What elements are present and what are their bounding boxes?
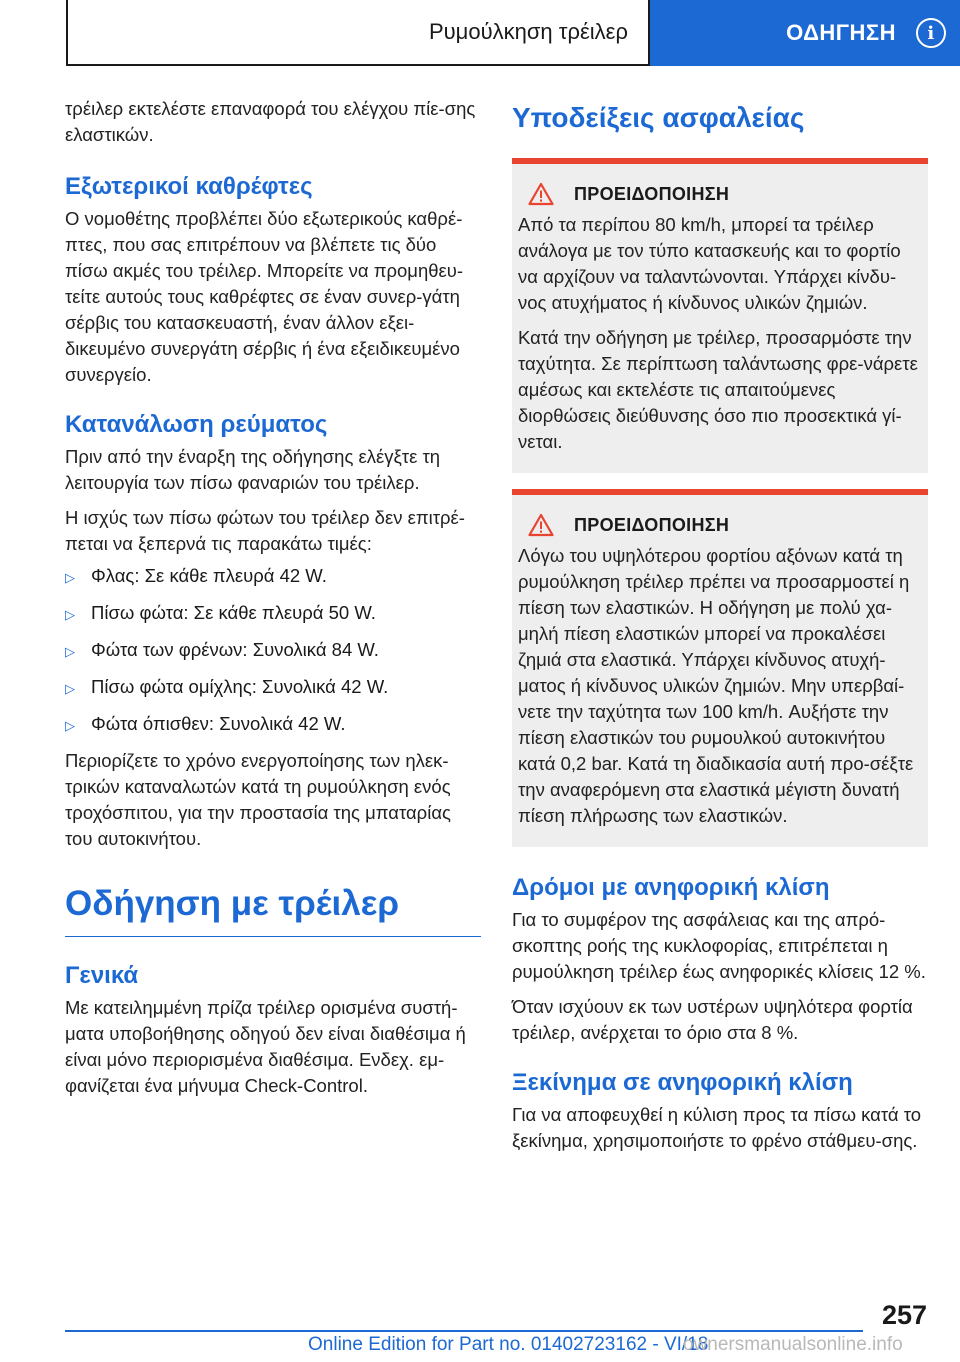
warning-triangle-icon (528, 513, 554, 537)
warning-text-2: Κατά την οδήγηση με τρέιλερ, προσαρμόστε την ταχύτητα. Σε περίπτωση ταλάντωσης φρε-νάρετε αμέσως και εκτελέστε τις απαιτούμενες διορθώσεις διεύθυνσης όσο πιο προσεκτικά γί-νεται. (518, 327, 918, 452)
warning-header (512, 513, 928, 537)
watermark-text: ownersmanualsonline.info (683, 1334, 903, 1355)
triangle-bullet-icon: ▷ (65, 718, 75, 733)
right-column (512, 96, 928, 1154)
power-text-1: Πριν από την έναρξη της οδήγησης ελέγξτε τη λειτουργία των πίσω φαναριών του τρέιλερ. (65, 446, 441, 493)
uphill-text-1: Για το συμφέρον της ασφάλειας και της απρό-σκοπτης ροής της κυκλοφορίας, επιτρέπεται η ρυμούλκηση τρέιλερ έως ανηφορικές κλίσεις 12 %. (512, 909, 926, 982)
warning-header (512, 182, 928, 206)
list-item: ▷ Πίσω φώτα: Σε κάθε πλευρά 50 W. (65, 600, 481, 628)
intro-text: τρέιλερ εκτελέστε επαναφορά του ελέγχου πίε-σης ελαστικών. (65, 98, 476, 145)
left-column (65, 96, 481, 1099)
uphill-text-2: Όταν ισχύουν εκ των υστέρων υψηλότερα φορτία τρέιλερ, ανέρχεται το όριο στα 8 %. (512, 996, 913, 1043)
list-item: ▷ Φώτα των φρένων: Συνολικά 84 W. (65, 637, 481, 665)
triangle-bullet-icon: ▷ (65, 570, 75, 585)
warning-text: Λόγω του υψηλότερου φορτίου αξόνων κατά τη ρυμούλκηση τρέιλερ πρέπει να προσαρμοστεί η πίεση των ελαστικών. Η οδήγηση με πολύ χα-μηλή πίεση ελαστικών μπορεί να προκαλέσει ζημιά στα ελαστικά. Υπάρχει κίνδυνος ατυχή-ματος ή κίνδυνος υλικών ζημιών. Μην υπερβαί-νετε την ταχύτητα των 100 km/h. Αυξήστε την πίεση ελαστικών του ρυμουλκού αυτοκινήτου κατά 0,2 bar. Κατά τη διαδικασία αυτή προ-σέξτε την αναφερόμενη στα ελαστικά μέγιστη δυνατή πίεση πλήρωσης των ελαστικών. (518, 545, 914, 826)
start-heading: Ξεκίνημα σε ανηφορική κλίση (512, 1069, 853, 1096)
page-header (66, 0, 960, 66)
edition-text: Online Edition for Part no. 01402723162 - VI/18 (308, 1334, 709, 1355)
triangle-bullet-icon: ▷ (65, 607, 75, 622)
mirrors-text: Ο νομοθέτης προβλέπει δύο εξωτερικούς καθρέ-πτες, που σας επιτρέπουν να βλέπετε τις δύο πίσω ακμές του τρέιλερ. Μπορείτε να προμηθευ-τείτε αυτούς τους καθρέφτες σε έναν συνερ-γάτη σέρβις του κατασκευαστή, έναν άλλον εξει-δικευμένο συνεργάτη σέρβις ή ένα εξειδικευμένο συνεργείο. (65, 208, 464, 385)
triangle-bullet-icon: ▷ (65, 644, 75, 659)
mirrors-heading: Εξωτερικοί καθρέφτες (65, 173, 313, 200)
warning-label: ΠΡΟΕΙΔΟΠΟΙΗΣΗ (574, 514, 730, 535)
section-title: Ρυμούλκηση τρέιλερ (428, 19, 628, 44)
list-item: ▷ Φλας: Σε κάθε πλευρά 42 W. (65, 563, 481, 591)
power-text-3: Περιορίζετε το χρόνο ενεργοποίησης των ηλεκ-τρικών καταναλωτών κατά τη ρυμούλκηση ενός τροχόσπιτου, για την προστασία της μπαταρίας του αυτοκινήτου. (65, 750, 451, 849)
triangle-bullet-icon: ▷ (65, 681, 75, 696)
info-icon: i (916, 18, 946, 48)
warning-box (512, 489, 928, 847)
general-text: Με κατειλημμένη πρίζα τρέιλερ ορισμένα συστή-ματα υποβοήθησης οδηγού δεν είναι διαθέσιμα ή είναι μόνο περιορισμένα διαθέσιμα. Ενδεχ. εμ-φανίζεται ένα μήνυμα Check-Control. (65, 997, 466, 1096)
warning-label: ΠΡΟΕΙΔΟΠΟΙΗΣΗ (574, 183, 730, 204)
list-item: ▷ Φώτα όπισθεν: Συνολικά 42 W. (65, 711, 481, 739)
power-heading: Κατανάλωση ρεύματος (65, 411, 328, 438)
power-text-2: Η ισχύς των πίσω φώτων του τρέιλερ δεν επιτρέ-πεται να ξεπερνά τις παρακάτω τιμές: (65, 507, 465, 554)
start-text: Για να αποφευχθεί η κύλιση προς τα πίσω κατά το ξεκίνημα, χρησιμοποιήστε το φρένο στάθμευ-σης. (512, 1104, 922, 1151)
chapter-tab (650, 0, 960, 66)
warning-text-1: Από τα περίπου 80 km/h, μπορεί τα τρέιλερ ανάλογα με τον τύπο κατασκευής και το φορτίο να αρχίζουν να ταλαντώνονται. Υπάρχει κίνδυ-νος ατυχήματος ή κίνδυνος υλικών ζημιών. (518, 214, 901, 313)
footer-divider (65, 1330, 863, 1332)
warning-triangle-icon (528, 182, 554, 206)
list-item: ▷ Πίσω φώτα ομίχλης: Συνολικά 42 W. (65, 674, 481, 702)
uphill-heading: Δρόμοι με ανηφορική κλίση (512, 874, 830, 901)
chapter-title: ΟΔΗΓΗΣΗ (786, 20, 896, 45)
driving-section-title: Οδήγηση με τρέιλερ (65, 882, 481, 937)
lamp-limits-list (65, 563, 481, 739)
safety-heading: Υποδείξεις ασφαλείας (512, 102, 805, 133)
warning-box (512, 158, 928, 473)
page-number: 257 (881, 1300, 927, 1330)
section-tab (66, 0, 650, 66)
general-heading: Γενικά (65, 962, 139, 989)
